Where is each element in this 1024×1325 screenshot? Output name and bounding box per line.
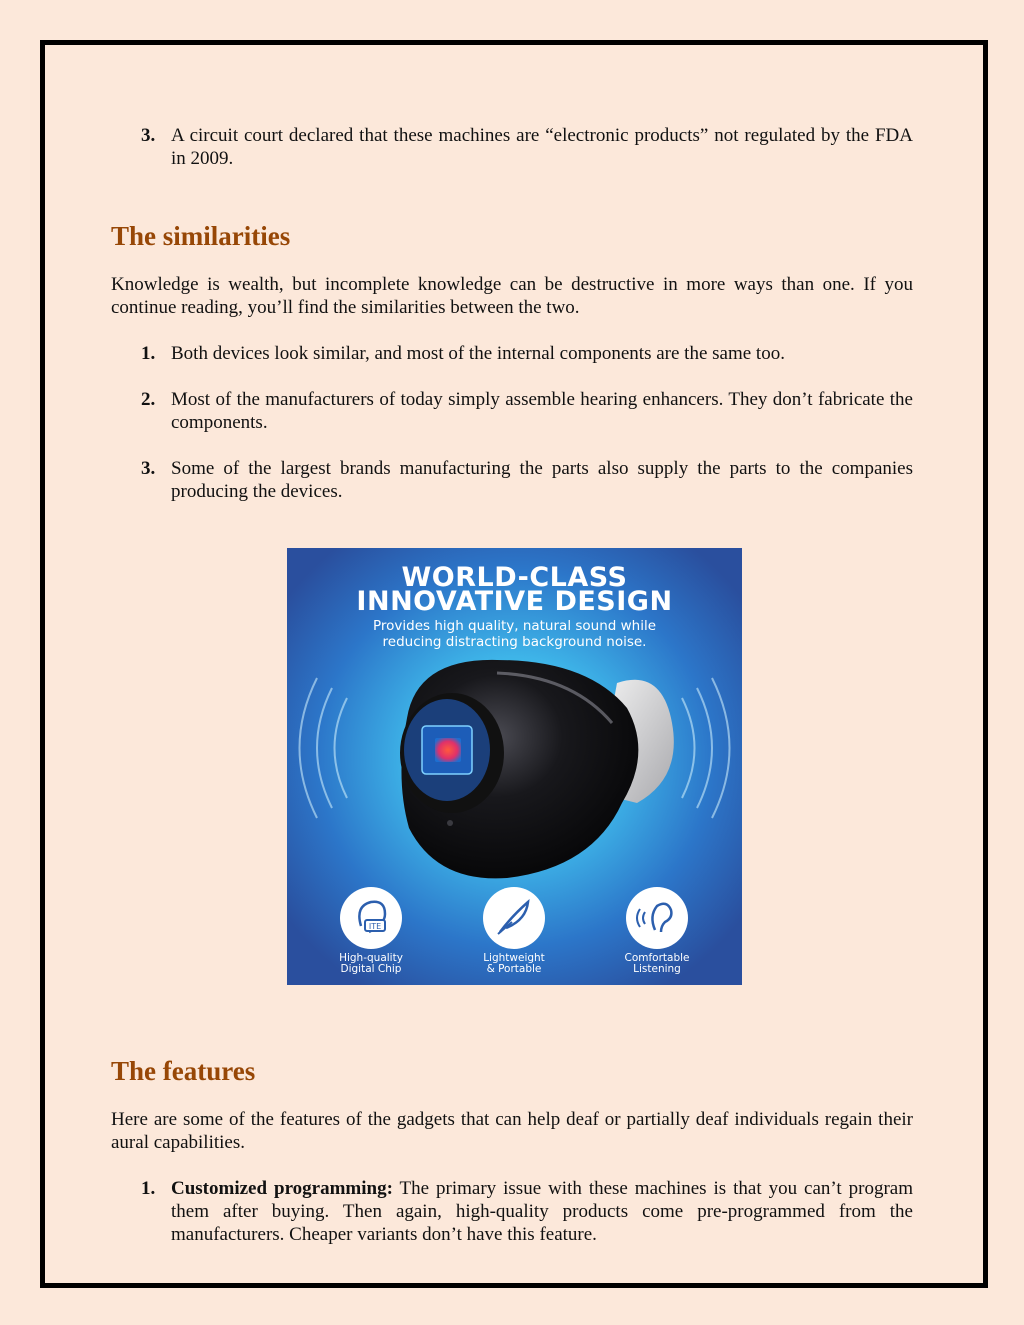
- product-image: [287, 548, 742, 985]
- ear-sound-icon: [625, 886, 689, 950]
- list-item: [111, 457, 913, 503]
- feather-icon: [482, 886, 546, 950]
- list-text: The primary issue with these machines is that you can’t program them after buying. Then again, high-quality products come pre-programmed from the manufacturers. Cheaper variants don’t have this feature.: [171, 1178, 913, 1245]
- list-item: [111, 1177, 913, 1246]
- badge-label-digital-chip: [316, 953, 426, 975]
- list-text: A circuit court declared that these machines are “electronic products” not regulated by the FDA in 2009.: [171, 125, 913, 169]
- ear-ite-icon: [339, 886, 403, 950]
- figure-title-line1: WORLD-CLASS: [401, 562, 628, 593]
- list-item: [111, 388, 913, 434]
- badge-label-lightweight: [459, 953, 569, 975]
- badge-label-comfortable: [602, 953, 712, 975]
- badge-label-line2: & Portable: [486, 963, 542, 975]
- badge-label-line1: Lightweight: [483, 952, 545, 964]
- list-number: 2.: [141, 389, 156, 410]
- figure-title-line2: INNOVATIVE DESIGN: [356, 586, 673, 617]
- similarities-intro: Knowledge is wealth, but incomplete knowledge can be destructive in more ways than one. If you continue reading, you’ll find the similarities between the two.: [111, 274, 913, 318]
- similarities-list: [111, 342, 913, 503]
- list-number: 3.: [141, 125, 156, 146]
- list-number: 1.: [141, 343, 156, 364]
- list-text: Both devices look similar, and most of the internal components are the same too.: [171, 343, 785, 364]
- badge-label-line1: Comfortable: [624, 952, 690, 964]
- feature-label: Customized programming:: [171, 1178, 393, 1199]
- document-body: [111, 124, 913, 503]
- features-list: [111, 1177, 913, 1246]
- section-heading-similarities: The similarities: [111, 221, 291, 251]
- badge-label-line1: High-quality: [339, 952, 403, 964]
- section-heading-features: The features: [111, 1056, 256, 1086]
- badge-label-line2: Digital Chip: [340, 963, 402, 975]
- features-intro: Here are some of the features of the gadgets that can help deaf or partially deaf individuals regain their aural capabilities.: [111, 1109, 913, 1153]
- list-item: [111, 342, 913, 365]
- list-text: Most of the manufacturers of today simply assemble hearing enhancers. They don’t fabricate the components.: [171, 389, 913, 433]
- list-number: 3.: [141, 458, 156, 479]
- figure-subtitle-line2: reducing distracting background noise.: [382, 634, 647, 650]
- list-continued: [111, 124, 913, 170]
- list-number: 1.: [141, 1178, 156, 1199]
- badge-label-line2: Listening: [633, 963, 681, 975]
- list-item: [111, 124, 913, 170]
- document-body-features: [111, 1055, 913, 1246]
- ite-icon-text: ITE: [368, 922, 382, 931]
- figure-subtitle-line1: Provides high quality, natural sound while: [372, 618, 657, 634]
- list-text: Some of the largest brands manufacturing the parts also supply the parts to the companies producing the devices.: [171, 458, 913, 502]
